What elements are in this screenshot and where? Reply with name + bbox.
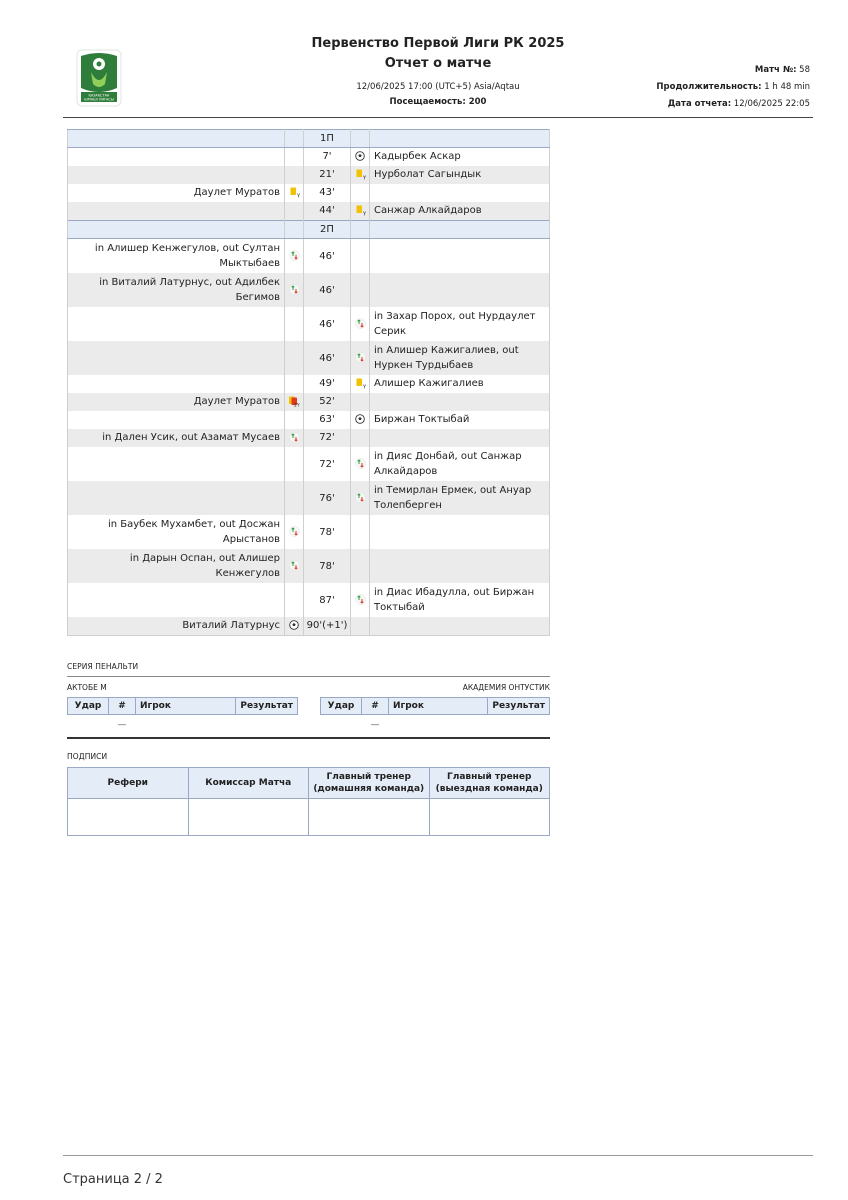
match-meta [656, 62, 810, 113]
event-row [68, 447, 550, 481]
event-minute: 43' [304, 184, 351, 202]
home-event-text: in Дален Усик, out Азамат Мусаев [68, 429, 285, 447]
event-minute: 52' [304, 393, 351, 411]
duration-value: 1 h 48 min [764, 82, 810, 92]
league-logo [75, 48, 123, 108]
substitution-icon [285, 273, 304, 307]
soccer-ball-icon [285, 617, 304, 636]
away-event-text [370, 429, 550, 447]
half-header-left [68, 130, 285, 148]
event-minute: 49' [304, 375, 351, 393]
empty-icon [351, 515, 370, 549]
away-event-text: in Диас Ибадулла, out Биржан Токтыбай [370, 583, 550, 617]
event-minute: 21' [304, 166, 351, 184]
signatures-section-title: ПОДПИСИ [67, 752, 108, 761]
event-minute: 63' [304, 411, 351, 429]
event-row [68, 273, 550, 307]
event-row [68, 515, 550, 549]
event-minute: 78' [304, 549, 351, 583]
substitution-icon [285, 549, 304, 583]
empty-icon [285, 447, 304, 481]
substitution-icon [351, 341, 370, 375]
home-event-text [68, 202, 285, 221]
sig-commissioner: Комиссар Матча [188, 768, 309, 799]
home-event-text [68, 375, 285, 393]
event-minute: 46' [304, 341, 351, 375]
event-row [68, 617, 550, 636]
home-event-text [68, 166, 285, 184]
footer-divider [63, 1155, 813, 1156]
sig-away-coach-2: (выездная команда) [435, 784, 543, 794]
event-row [68, 375, 550, 393]
event-row [68, 481, 550, 515]
logo-text-1: ҚАЗАҚСТАН [88, 93, 110, 98]
empty-icon [285, 166, 304, 184]
svg-text:Y: Y [362, 175, 366, 180]
soccer-ball-icon [351, 148, 370, 167]
half-label: 2П [304, 221, 351, 239]
match-number-value: 58 [799, 65, 810, 75]
event-row [68, 549, 550, 583]
col-number: # [109, 698, 136, 715]
match-number [656, 62, 810, 79]
events-table [67, 129, 550, 636]
half-header-right [370, 221, 550, 239]
sig-home-coach [309, 768, 430, 799]
away-event-text [370, 515, 550, 549]
away-event-text [370, 184, 550, 202]
event-minute: 72' [304, 429, 351, 447]
away-event-text: Алишер Кажигалиев [370, 375, 550, 393]
empty-icon [351, 273, 370, 307]
event-row [68, 583, 550, 617]
penalty-table-away [320, 697, 550, 735]
penalty-home-team: АКТОБЕ М [67, 683, 107, 692]
soccer-ball-icon [351, 411, 370, 429]
half-header-right [370, 130, 550, 148]
duration-label: Продолжительность: [656, 82, 762, 92]
empty-icon [285, 341, 304, 375]
event-minute: 72' [304, 447, 351, 481]
svg-text:2Y: 2Y [294, 403, 300, 407]
home-event-text [68, 411, 285, 429]
sig-referee: Рефери [68, 768, 189, 799]
away-event-text: in Темирлан Ермек, out Ануар Толепберген [370, 481, 550, 515]
event-row [68, 202, 550, 221]
event-minute: 7' [304, 148, 351, 167]
empty-icon [351, 239, 370, 274]
away-event-text [370, 239, 550, 274]
col-shot: Удар [321, 698, 362, 715]
substitution-icon [285, 429, 304, 447]
half-header-left-icon [285, 130, 304, 148]
svg-text:Y: Y [362, 211, 366, 216]
svg-text:Y: Y [296, 193, 300, 198]
sig-home-coach-1: Главный тренер [326, 772, 411, 782]
penalty-away-team: АКАДЕМИЯ ОНТУСТИК [462, 683, 550, 692]
substitution-icon [285, 515, 304, 549]
away-event-text [370, 273, 550, 307]
away-event-text: Биржан Токтыбай [370, 411, 550, 429]
substitution-icon [351, 481, 370, 515]
penalty-table-home [67, 697, 298, 735]
event-minute: 46' [304, 307, 351, 341]
report-header [250, 35, 626, 108]
match-datetime: 12/06/2025 17:00 (UTC+5) Asia/Aqtau [356, 82, 520, 92]
report-date [656, 96, 810, 113]
col-result: Результат [236, 698, 298, 715]
event-row [68, 393, 550, 411]
sig-box-away-coach [429, 799, 550, 836]
away-event-text [370, 549, 550, 583]
empty-icon [285, 583, 304, 617]
match-duration [656, 79, 810, 96]
home-event-text [68, 307, 285, 341]
empty-icon [285, 148, 304, 167]
home-event-text: in Дарын Оспан, out Алишер Кенжегулов [68, 549, 285, 583]
report-title: Первенство Первой Лиги РК 2025 [311, 36, 565, 51]
empty-icon [351, 617, 370, 636]
half-header-right-icon [351, 221, 370, 239]
col-player: Игрок [136, 698, 236, 715]
half-header-row [68, 221, 550, 239]
event-row [68, 429, 550, 447]
sig-box-commissioner [188, 799, 309, 836]
event-minute: 44' [304, 202, 351, 221]
event-minute: 46' [304, 273, 351, 307]
attendance-value: 200 [468, 97, 487, 107]
sig-away-coach [429, 768, 550, 799]
substitution-icon [351, 583, 370, 617]
svg-text:Y: Y [362, 384, 366, 389]
yellow-card-icon [285, 184, 304, 202]
home-event-text: Даулет Муратов [68, 184, 285, 202]
empty-icon [285, 481, 304, 515]
penalty-section-title: СЕРИЯ ПЕНАЛЬТИ [67, 662, 139, 671]
event-row [68, 166, 550, 184]
half-header-right-icon [351, 130, 370, 148]
empty-marker: — [117, 720, 127, 730]
away-event-text: Санжар Алкайдаров [370, 202, 550, 221]
page-number: Страница 2 / 2 [63, 1172, 163, 1187]
header-divider [63, 117, 813, 118]
yellow-card-icon [351, 202, 370, 221]
away-event-text: in Захар Порох, out Нурдаулет Серик [370, 307, 550, 341]
report-subtitle: Отчет о матче [384, 56, 492, 71]
home-event-text [68, 341, 285, 375]
report-date-label: Дата отчета: [667, 99, 732, 109]
home-event-text [68, 447, 285, 481]
empty-icon [351, 549, 370, 583]
away-event-text: in Дияс Донбай, out Санжар Алкайдаров [370, 447, 550, 481]
event-minute: 46' [304, 239, 351, 274]
away-event-text [370, 617, 550, 636]
home-event-text [68, 148, 285, 167]
event-row [68, 411, 550, 429]
substitution-icon [351, 447, 370, 481]
half-header-left-icon [285, 221, 304, 239]
sig-away-coach-1: Главный тренер [447, 772, 532, 782]
substitution-icon [285, 239, 304, 274]
substitution-icon [351, 307, 370, 341]
penalty-bottom-divider [67, 737, 550, 739]
away-event-text [370, 393, 550, 411]
attendance-label: Посещаемость: [389, 97, 466, 107]
half-header-row [68, 130, 550, 148]
sig-box-home-coach [309, 799, 430, 836]
empty-icon [285, 411, 304, 429]
penalty-divider [67, 676, 550, 677]
away-event-text: Нурболат Сагындык [370, 166, 550, 184]
away-event-text: Кадырбек Аскар [370, 148, 550, 167]
event-row [68, 148, 550, 167]
event-minute: 90'(+1') [304, 617, 351, 636]
half-label: 1П [304, 130, 351, 148]
col-shot: Удар [68, 698, 109, 715]
second-yellow-card-icon [285, 393, 304, 411]
event-row [68, 307, 550, 341]
signatures-table [67, 767, 550, 836]
home-event-text: in Виталий Латурнус, out Адилбек Бегимов [68, 273, 285, 307]
home-event-text: Даулет Муратов [68, 393, 285, 411]
home-event-text: Виталий Латурнус [68, 617, 285, 636]
event-row [68, 184, 550, 202]
empty-icon [351, 393, 370, 411]
event-minute: 76' [304, 481, 351, 515]
home-event-text [68, 583, 285, 617]
away-event-text: in Алишер Кажигалиев, out Нуркен Турдыбаев [370, 341, 550, 375]
empty-icon [351, 184, 370, 202]
home-event-text: in Баубек Мухамбет, out Досжан Арыстанов [68, 515, 285, 549]
yellow-card-icon [351, 166, 370, 184]
event-row [68, 239, 550, 274]
col-player: Игрок [389, 698, 488, 715]
home-event-text: in Алишер Кенжегулов, out Султан Мыктыбаев [68, 239, 285, 274]
col-number: # [362, 698, 389, 715]
match-number-label: Матч №: [754, 65, 797, 75]
col-result: Результат [488, 698, 550, 715]
home-event-text [68, 481, 285, 515]
empty-icon [285, 307, 304, 341]
event-minute: 78' [304, 515, 351, 549]
sig-home-coach-2: (домашняя команда) [313, 784, 425, 794]
empty-marker: — [370, 720, 380, 730]
event-row [68, 341, 550, 375]
empty-icon [351, 429, 370, 447]
yellow-card-icon [351, 375, 370, 393]
event-minute: 87' [304, 583, 351, 617]
logo-text-2: БІРІНШІ ЛИГАСЫ [84, 97, 114, 102]
report-date-value: 12/06/2025 22:05 [733, 99, 810, 109]
half-header-left [68, 221, 285, 239]
sig-box-referee [68, 799, 189, 836]
attendance [250, 96, 626, 108]
empty-icon [285, 375, 304, 393]
empty-icon [285, 202, 304, 221]
